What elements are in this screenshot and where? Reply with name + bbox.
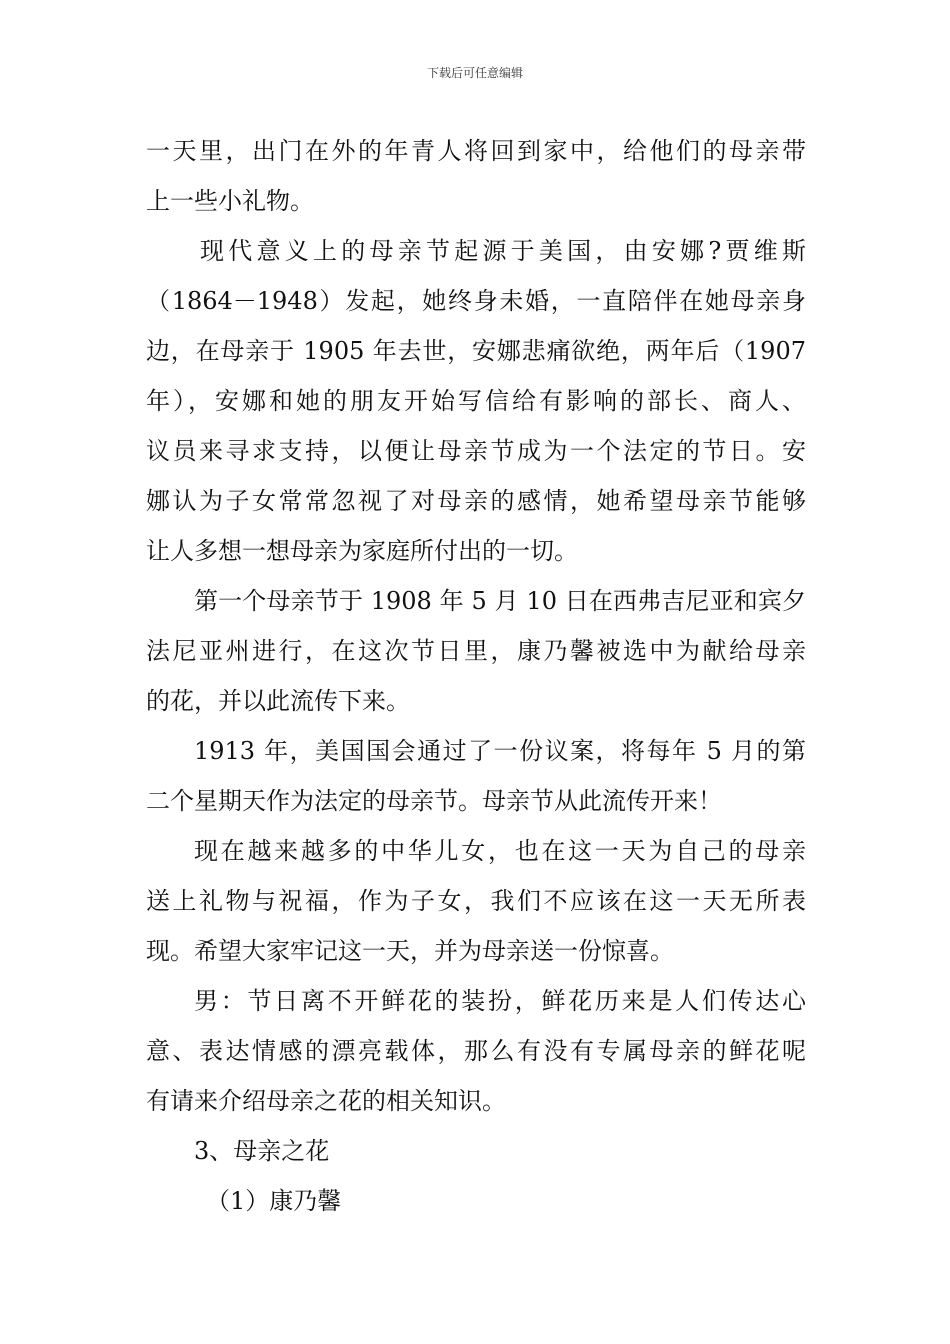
text-line: 第一个母亲节于 1908 年 5 月 10 日在西弗吉尼亚和宾夕 bbox=[194, 587, 806, 615]
text-line: 一天里，出门在外的年青人将回到家中，给他们的母亲带 bbox=[146, 137, 806, 165]
text-line: 1913 年，美国国会通过了一份议案，将每年 5 月的第 bbox=[194, 737, 806, 765]
text-line: 上一些小礼物。 bbox=[146, 187, 314, 215]
text-line: 让人多想一想母亲为家庭所付出的一切。 bbox=[146, 537, 578, 565]
text-line: 二个星期天作为法定的母亲节。母亲节从此流传开来！ bbox=[146, 787, 722, 815]
document-body bbox=[146, 126, 806, 1226]
text-line: 有请来介绍母亲之花的相关知识。 bbox=[146, 1087, 506, 1115]
text-line: 的花，并以此流传下来。 bbox=[146, 687, 410, 715]
text-line: 边，在母亲于 1905 年去世，安娜悲痛欲绝，两年后（1907 bbox=[146, 337, 806, 365]
page-header: 下载后可任意编辑 bbox=[426, 66, 523, 80]
text-line: 送上礼物与祝福，作为子女，我们不应该在这一天无所表 bbox=[146, 887, 806, 915]
text-line: 年），安娜和她的朋友开始写信给有影响的部长、商人、 bbox=[146, 387, 806, 415]
text-line: 议员来寻求支持，以便让母亲节成为一个法定的节日。安 bbox=[146, 437, 806, 465]
text-line: 男：节日离不开鲜花的装扮，鲜花历来是人们传达心 bbox=[194, 987, 806, 1015]
text-line: 法尼亚州进行，在这次节日里，康乃馨被选中为献给母亲 bbox=[146, 637, 806, 665]
text-line: 意、表达情感的漂亮载体，那么有没有专属母亲的鲜花呢 bbox=[146, 1037, 806, 1065]
text-line: （1864－1948）发起，她终身未婚，一直陪伴在她母亲身 bbox=[146, 287, 806, 315]
text-line: 现代意义上的母亲节起源于美国，由安娜?贾维斯 bbox=[200, 237, 806, 265]
text-line: 现在越来越多的中华儿女，也在这一天为自己的母亲 bbox=[194, 837, 806, 865]
text-line: 现。希望大家牢记这一天，并为母亲送一份惊喜。 bbox=[146, 937, 674, 965]
section-heading: 3、母亲之花 bbox=[194, 1137, 330, 1165]
subsection-heading: （1）康乃馨 bbox=[206, 1187, 342, 1215]
text-line: 娜认为子女常常忽视了对母亲的感情，她希望母亲节能够 bbox=[146, 487, 806, 515]
